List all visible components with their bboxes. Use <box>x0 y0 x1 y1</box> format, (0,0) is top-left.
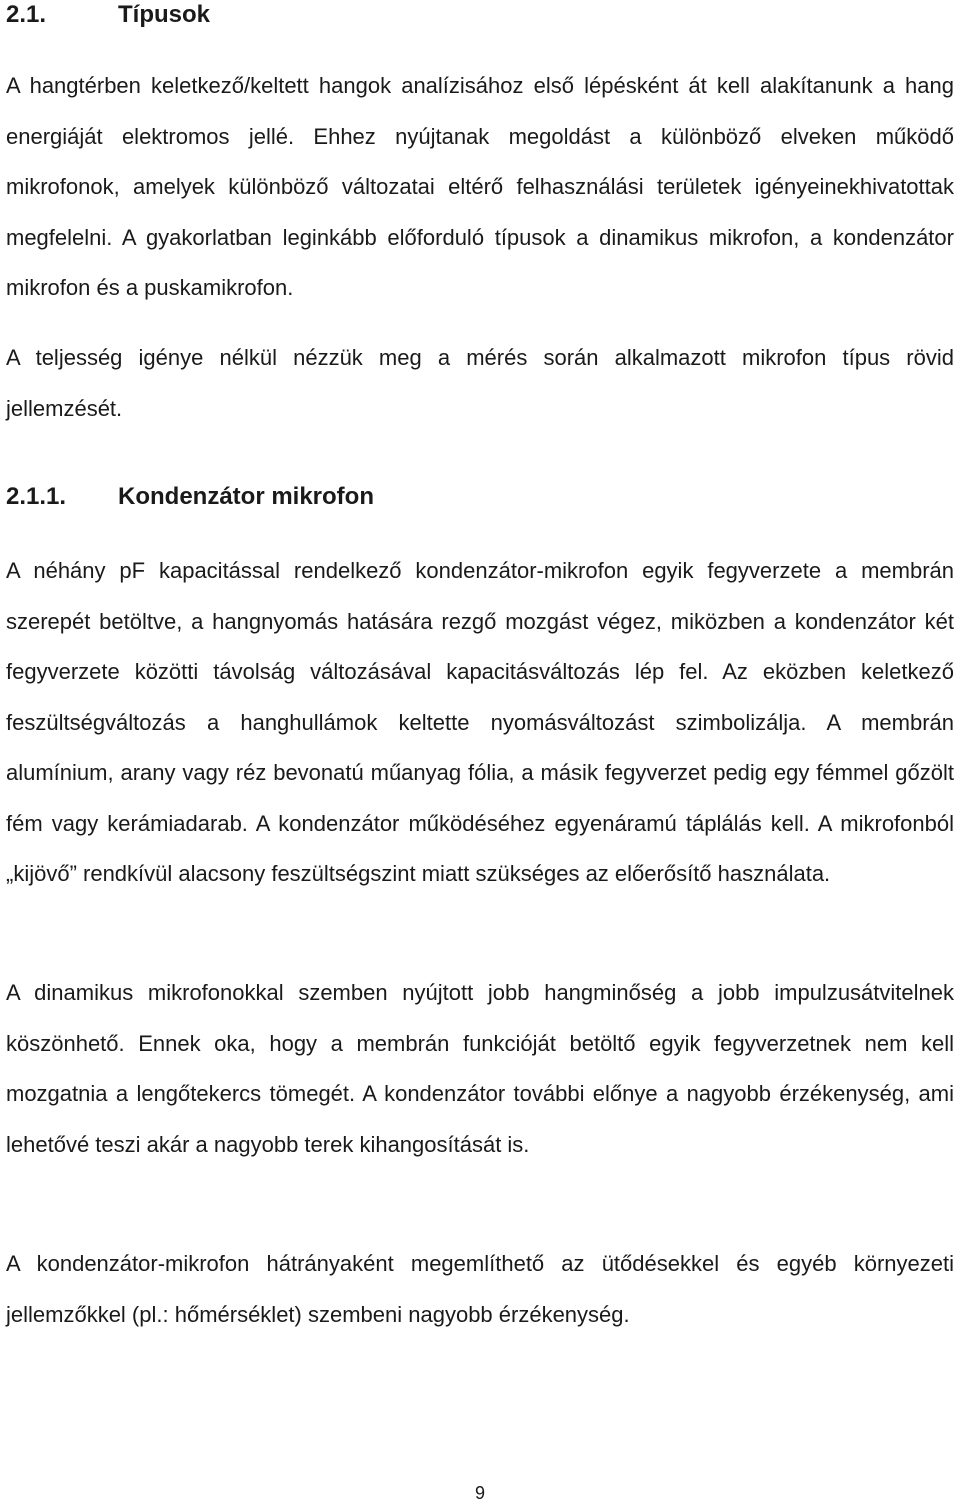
subsection-number: 2.1.1. <box>6 483 67 510</box>
page-number: 9 <box>474 1483 485 1503</box>
section-heading <box>6 0 210 30</box>
section-title: Típusok <box>118 1 211 28</box>
paragraph-sub-3: A kondenzátor-mikrofon hátrányaként megemlíthető az ütődésekkel és egyéb környezeti jellemzőkkel (pl.: hőmérséklet) szembeni nagyobb érzékenység. <box>6 1251 954 1327</box>
subsection-heading <box>6 482 374 512</box>
paragraph-sub-2: A dinamikus mikrofonokkal szemben nyújtott jobb hangminőség a jobb impulzusátvitelnek köszönhető. Ennek oka, hogy a membrán funkcióját betöltő egyik fegyverzetnek nem kell mozgatnia a lengőtekercs tömegét. A kondenzátor további előnye a nagyobb érzékenység, ami lehetővé teszi akár a nagyobb terek kihangosítását is. <box>6 980 954 1157</box>
paragraph-intro-2: A teljesség igénye nélkül nézzük meg a mérés során alkalmazott mikrofon típus rövid jellemzését. <box>6 345 954 421</box>
section-number: 2.1. <box>6 1 47 28</box>
subsection-title: Kondenzátor mikrofon <box>118 483 374 510</box>
paragraph-intro-1: A hangtérben keletkező/keltett hangok analízisához első lépésként át kell alakítanunk a hang energiáját elektromos jellé. Ehhez nyújtanak megoldást a különböző elveken működő mikrofonok, amelyek különböző változatai eltérő felhasználási területek igényeinekhivatottak megfelelni. A gyakorlatban leginkább előforduló típusok a dinamikus mikrofon, a kondenzátor mikrofon és a puskamikrofon. <box>6 73 954 300</box>
paragraph-sub-1: A néhány pF kapacitással rendelkező kondenzátor-mikrofon egyik fegyverzete a membrán szerepét betöltve, a hangnyomás hatására rezgő mozgást végez, miközben a kondenzátor két fegyverzete közötti távolság változásával kapacitásváltozás lép fel. Az eközben keletkező feszültségváltozás a hanghullámok keltette nyomásváltozást szimbolizálja. A membrán alumínium, arany vagy réz bevonatú műanyag fólia, a másik fegyverzet pedig egy fémmel gőzölt fém vagy kerámiadarab. A kondenzátor működéséhez egyenáramú táplálás kell. A mikrofonból „kijövő” rendkívül alacsony feszültségszint miatt szükséges az előerősítő használata. <box>6 558 954 886</box>
